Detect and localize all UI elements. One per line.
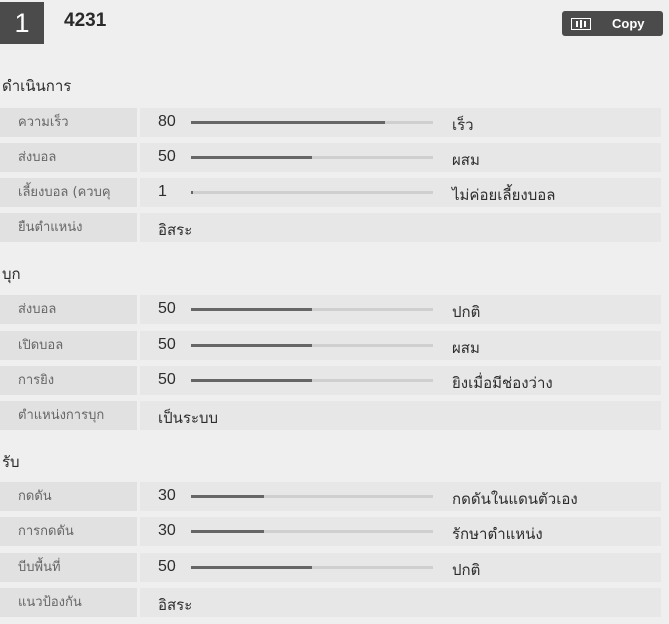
setting-row [0,517,661,546]
setting-value-cell [140,482,661,511]
copy-button-label: Copy [612,16,645,31]
setting-value: 50 [158,558,176,575]
setting-value: 50 [158,371,176,388]
setting-row [0,588,661,617]
setting-label: เปิดบอล [0,331,137,360]
setting-description: เร็ว [452,116,474,134]
setting-value: 50 [158,300,176,317]
setting-value: 50 [158,148,176,165]
setting-description: ผสม [452,339,480,357]
setting-value-cell [140,553,661,582]
setting-slider [191,191,433,194]
setting-row [0,482,661,511]
setting-row [0,178,661,207]
setting-value-cell [140,178,661,207]
setting-value: 50 [158,336,176,353]
setting-row [0,143,661,172]
setting-slider-fill [191,530,264,533]
setting-value-cell [140,588,661,617]
setting-label: ความเร็ว [0,108,137,137]
setting-label: กดดัน [0,482,137,511]
setting-label: ส่งบอล [0,295,137,324]
setting-slider [191,308,433,311]
setting-description: ผสม [452,151,480,169]
setting-row [0,213,661,242]
setting-row [0,295,661,324]
setting-row [0,366,661,395]
formation-icon [571,18,591,30]
setting-slider-fill [191,566,312,569]
setting-value: 30 [158,522,176,539]
setting-label: ยืนตำแหน่ง [0,213,137,242]
section-title-operations: ดำเนินการ [2,77,72,95]
setting-slider-fill [191,379,312,382]
setting-slider [191,344,433,347]
setting-value: 1 [158,183,167,200]
setting-value-cell [140,331,661,360]
setting-slider-fill [191,121,385,124]
setting-value-cell [140,401,661,430]
setting-slider [191,495,433,498]
setting-slider [191,566,433,569]
setting-slider-fill [191,495,264,498]
setting-description: ปกติ [452,561,481,579]
setting-value: 80 [158,113,176,130]
setting-label: การยิง [0,366,137,395]
setting-slider-fill [191,344,312,347]
section-title-attack: บุก [2,265,21,283]
setting-description: ปกติ [452,303,481,321]
setting-slider-fill [191,308,312,311]
copy-button[interactable] [562,11,663,36]
header [0,0,669,46]
setting-row [0,401,661,430]
setting-slider [191,121,433,124]
setting-description: รักษาตำแหน่ง [452,525,543,543]
setting-text-value: เป็นระบบ [158,409,219,427]
setting-row [0,553,661,582]
setting-value-cell [140,108,661,137]
setting-slider-fill [191,156,312,159]
setting-row [0,331,661,360]
setting-text-value: อิสระ [158,221,193,239]
setting-slider [191,530,433,533]
section-title-defense: รับ [2,453,20,471]
setting-value-cell [140,213,661,242]
setting-value: 30 [158,487,176,504]
setting-value-cell [140,295,661,324]
setting-description: ไม่ค่อยเลี้ยงบอล [452,186,556,204]
setting-description: ยิงเมื่อมีช่องว่าง [452,374,553,392]
setting-value-cell [140,517,661,546]
setting-label: แนวป้องกัน [0,588,137,617]
team-number-badge: 1 [0,2,44,44]
setting-value-cell [140,143,661,172]
setting-label: เลี้ยงบอล (ควบคุ [0,178,137,207]
setting-slider [191,156,433,159]
setting-label: การกดดัน [0,517,137,546]
setting-label: บีบพื้นที่ [0,553,137,582]
setting-value-cell [140,366,661,395]
setting-slider [191,379,433,382]
setting-description: กดดันในแดนตัวเอง [452,490,578,508]
setting-label: ส่งบอล [0,143,137,172]
setting-text-value: อิสระ [158,596,193,614]
setting-slider-fill [191,191,193,194]
setting-row [0,108,661,137]
team-id: 4231 [64,10,107,31]
setting-label: ตำแหน่งการบุก [0,401,137,430]
